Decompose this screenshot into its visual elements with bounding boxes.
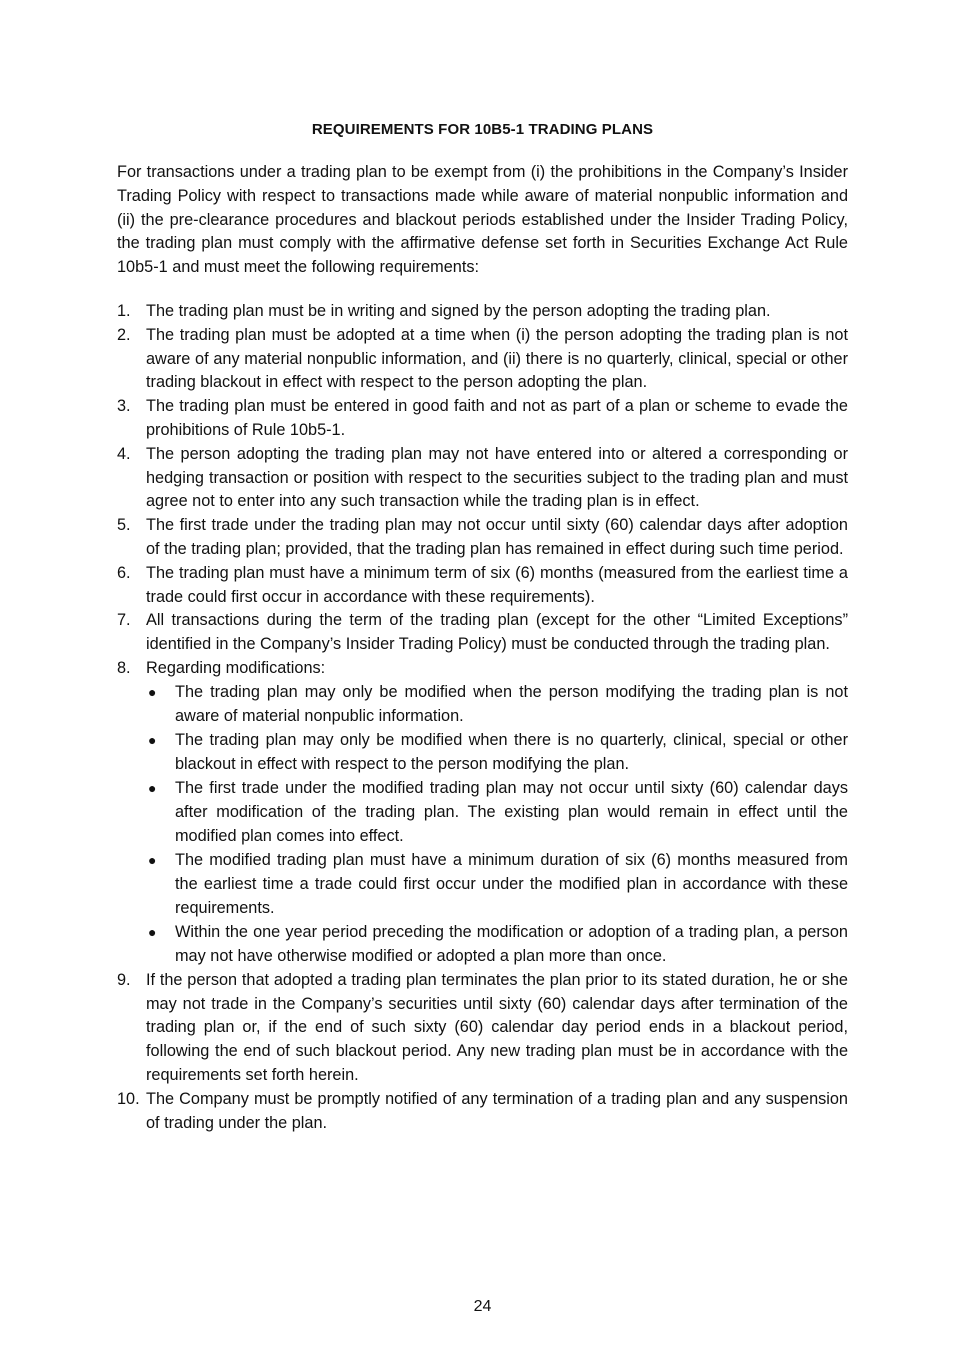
requirement-item xyxy=(117,300,848,324)
requirement-item xyxy=(117,609,848,657)
item-number: 4. xyxy=(117,444,131,463)
item-number: 8. xyxy=(117,658,131,677)
item-text: The trading plan must be adopted at a time when (i) the person adopting the trading plan is not aware of any material nonpublic information, and (ii) there is no quarterly, clinical, special or other trading blackout in effect with respect to the person adopting the plan. xyxy=(146,325,848,392)
bullet-item xyxy=(146,849,848,920)
item-text: If the person that adopted a trading plan terminates the plan prior to its stated duration, he or she may not trade in the Company’s securities until sixty (60) calendar days after termination of the trading plan or, if the end of such sixty (60) calendar day period ends in a blackout period, following the end of such blackout period. Any new trading plan must be in accordance with the requirements set forth herein. xyxy=(146,970,848,1084)
item-text: The person adopting the trading plan may not have entered into or altered a corresponding or hedging transaction or position with respect to the securities subject to the trading plan and must agree not to enter into any such transaction while the trading plan is in effect. xyxy=(146,444,848,511)
item-text: The Company must be promptly notified of any termination of a trading plan and any suspension of trading under the plan. xyxy=(146,1089,848,1132)
item-number: 1. xyxy=(117,301,131,320)
item-text: The trading plan must be in writing and signed by the person adopting the trading plan. xyxy=(146,301,771,320)
requirement-item xyxy=(117,562,848,610)
requirement-item xyxy=(117,514,848,562)
item-text: The first trade under the trading plan may not occur until sixty (60) calendar days after adoption of the trading plan; provided, that the trading plan has remained in effect during such time period. xyxy=(146,516,848,558)
item-number: 2. xyxy=(117,325,131,344)
bullet-item xyxy=(146,681,848,729)
requirement-item xyxy=(117,969,848,1088)
item-text: Regarding modifications: xyxy=(146,658,326,677)
item-number: 7. xyxy=(117,611,131,630)
bullet-icon: ● xyxy=(148,852,157,869)
item-text: All transactions during the term of the trading plan (except for the other “Limited Exceptions” identified in the Company’s Insider Trading Policy) must be conducted through the trading plan. xyxy=(146,611,848,654)
item-number: 9. xyxy=(117,970,131,989)
item-text: The trading plan must be entered in good faith and not as part of a plan or scheme to evade the prohibitions of Rule 10b5-1. xyxy=(146,397,848,439)
requirements-list xyxy=(117,300,848,1135)
item-text: The trading plan must have a minimum term of six (6) months (measured from the earliest time a trade could first occur in accordance with these requirements). xyxy=(146,563,848,606)
bullet-icon: ● xyxy=(148,732,157,749)
bullet-icon: ● xyxy=(148,780,157,797)
requirement-item xyxy=(117,1088,848,1136)
item-number: 5. xyxy=(117,516,131,535)
bullet-item xyxy=(146,921,848,969)
bullet-icon: ● xyxy=(148,684,157,701)
requirement-item xyxy=(117,657,848,969)
bullet-text: The trading plan may only be modified when the person modifying the trading plan is not aware of material nonpublic information. xyxy=(175,683,848,726)
bullet-text: The trading plan may only be modified when there is no quarterly, clinical, special or other blackout in effect with respect to the person modifying the plan. xyxy=(175,731,848,774)
bullet-text: The modified trading plan must have a minimum duration of six (6) months measured from the earliest time a trade could first occur under the modified plan in accordance with these requirements. xyxy=(175,851,848,917)
item-number: 3. xyxy=(117,397,131,416)
item-number: 10. xyxy=(117,1089,140,1108)
bullet-icon: ● xyxy=(148,924,157,941)
intro-paragraph: For transactions under a trading plan to be exempt from (i) the prohibitions in the Company’s Insider Trading Policy with respect to transactions made while aware of material nonpublic information and (ii) the pre-clearance procedures and blackout periods established under the Insider Trading Policy, the trading plan must comply with the affirmative defense set forth in Securities Exchange Act Rule 10b5-1 and must meet the following requirements: xyxy=(117,163,848,277)
bullet-text: The first trade under the modified trading plan may not occur until sixty (60) calendar days after modification of the trading plan. The existing plan would remain in effect until the modified plan comes into effect. xyxy=(175,779,848,846)
document-body xyxy=(117,161,848,1135)
requirement-item xyxy=(117,443,848,514)
requirement-item xyxy=(117,395,848,443)
bullet-item xyxy=(146,729,848,777)
bullet-text: Within the one year period preceding the modification or adoption of a trading plan, a person may not have otherwise modified or adopted a plan more than once. xyxy=(175,923,848,965)
bullet-item xyxy=(146,777,848,848)
modifications-list xyxy=(146,681,848,969)
item-number: 6. xyxy=(117,563,131,582)
page-title: REQUIREMENTS FOR 10B5-1 TRADING PLANS xyxy=(311,121,654,138)
page-number: 24 xyxy=(473,1298,492,1315)
requirement-item xyxy=(117,324,848,395)
